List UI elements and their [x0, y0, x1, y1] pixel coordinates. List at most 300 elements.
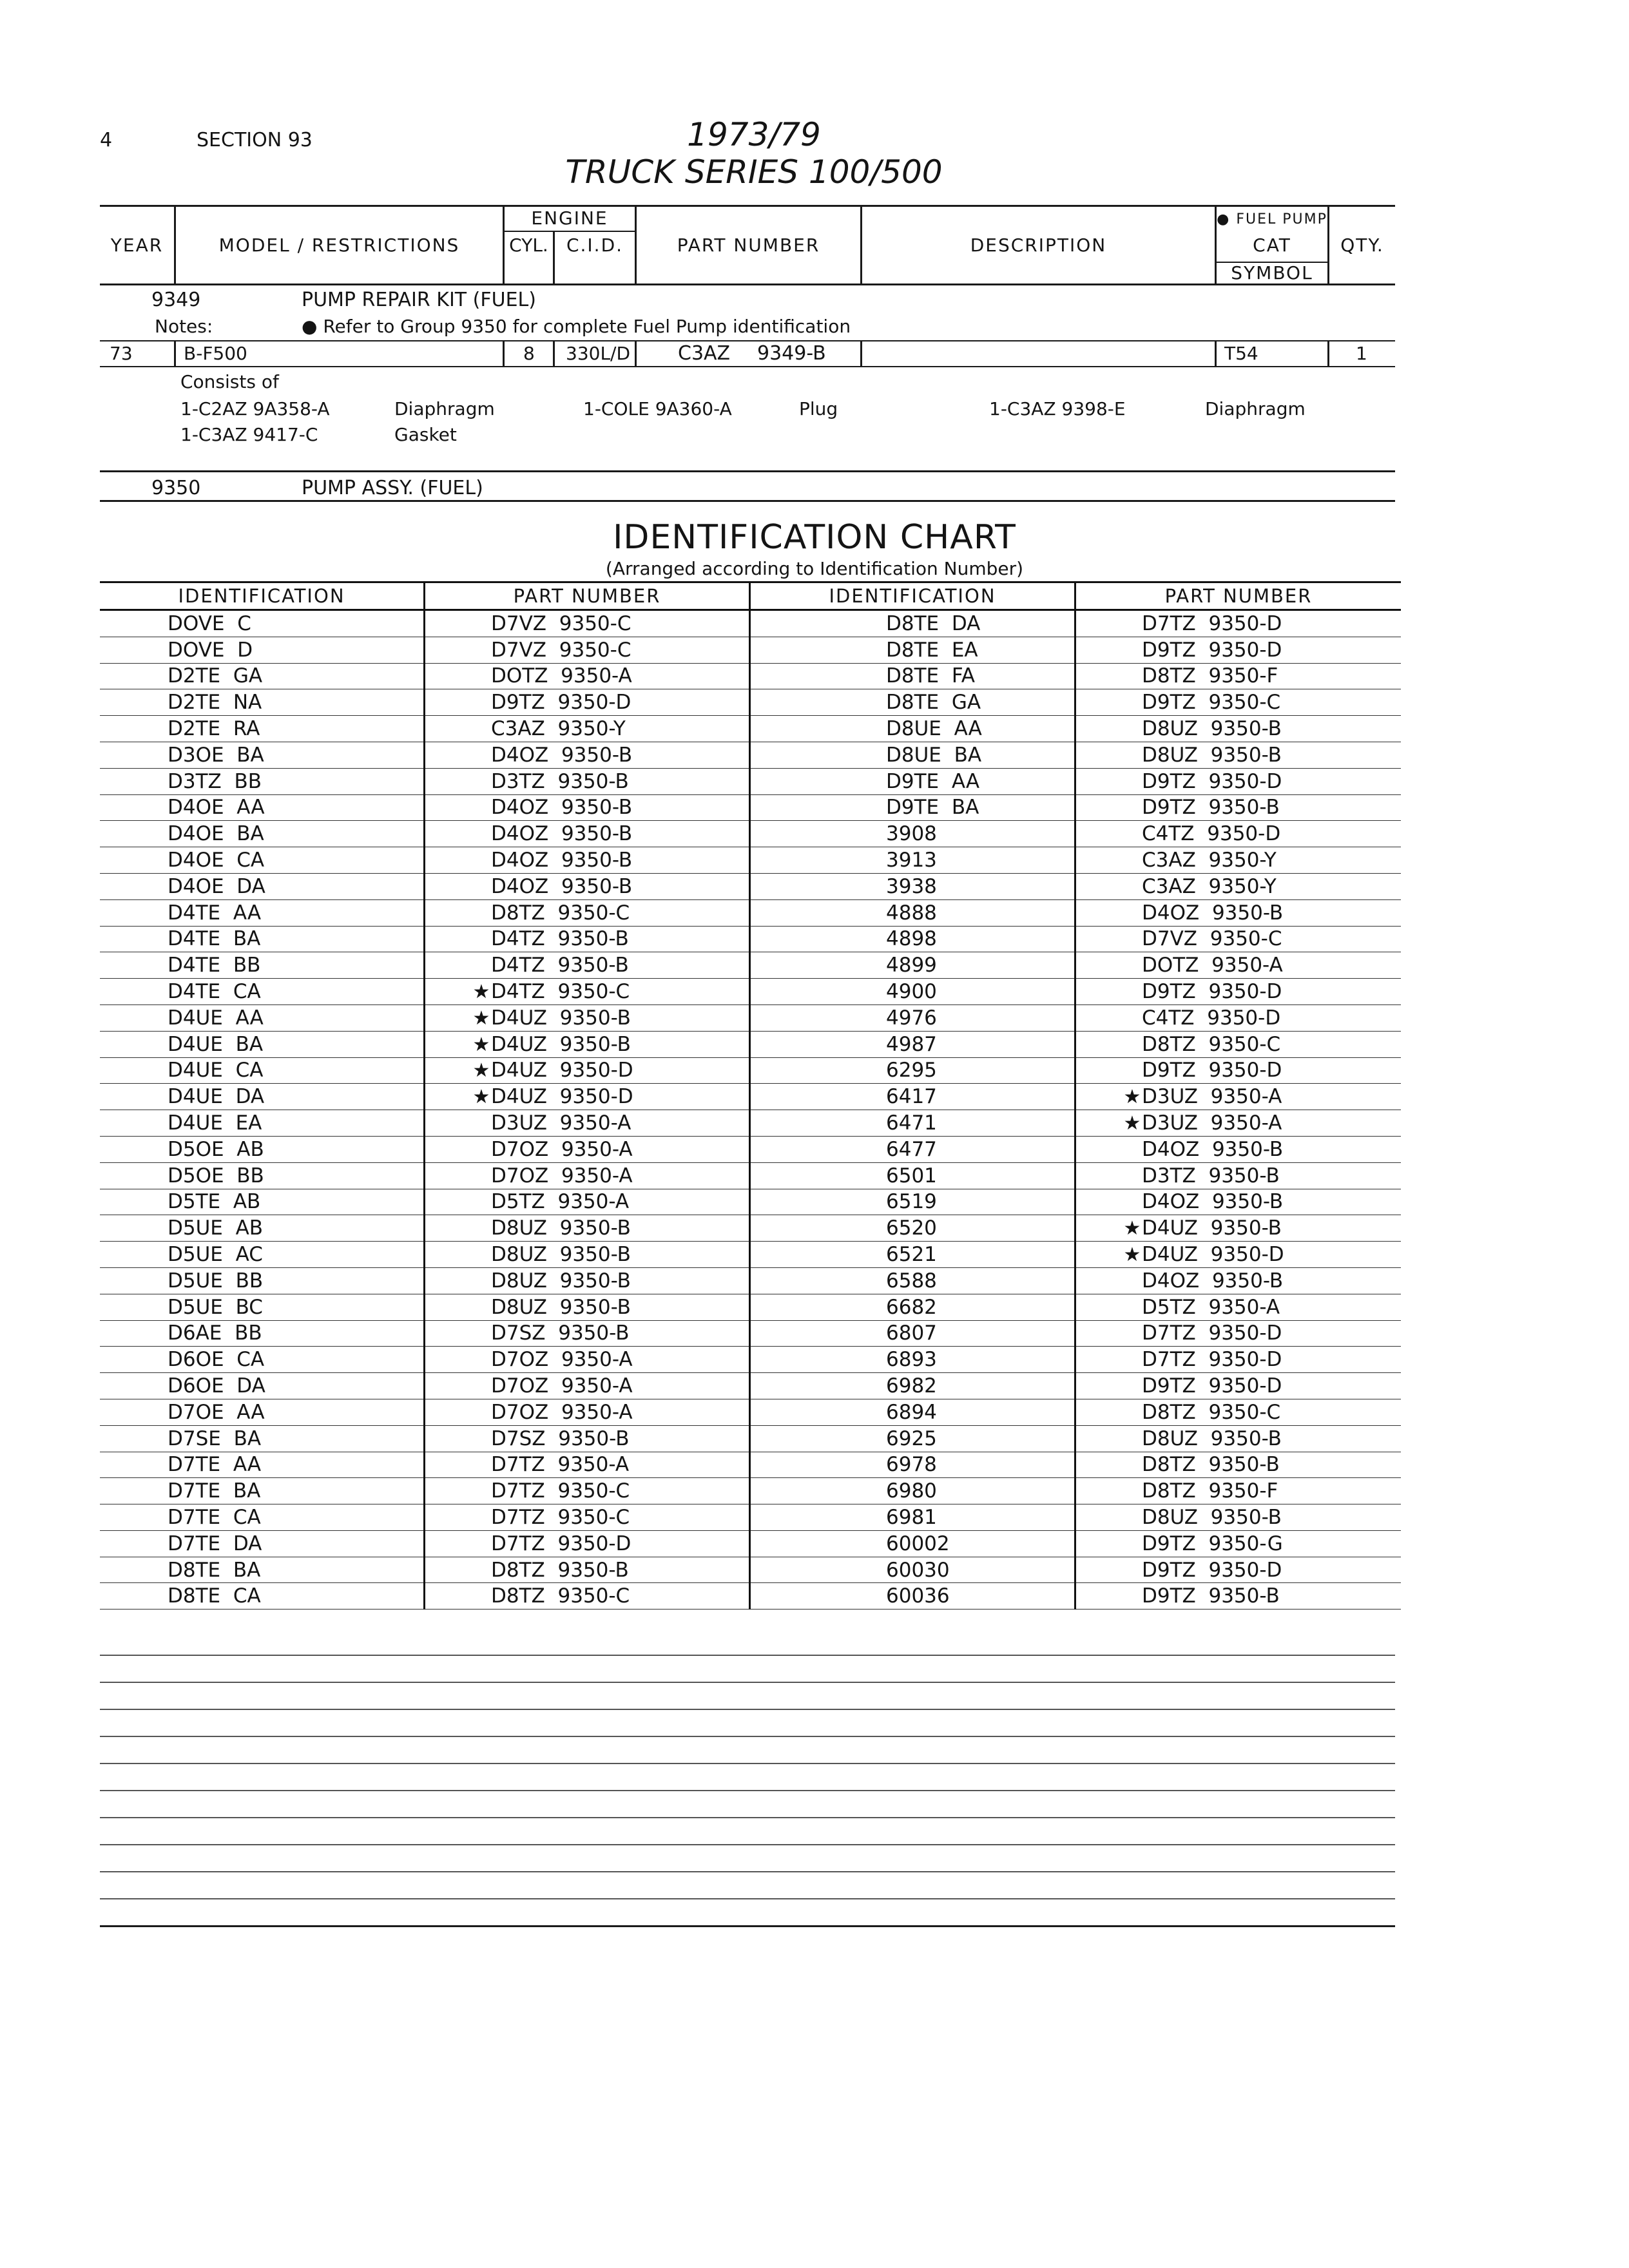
part-number-value: D4OZ 9350-B [491, 874, 633, 898]
identification-cell [750, 979, 1075, 1005]
part-number-cell [425, 1242, 750, 1268]
identification-cell [750, 1320, 1075, 1347]
part-number-value: D4OZ 9350-B [1142, 1269, 1284, 1293]
identification-cell [750, 1242, 1075, 1268]
part-number-cell [425, 1136, 750, 1162]
identification-cell [750, 952, 1075, 979]
component-desc: Gasket [394, 424, 457, 445]
part-number-cell [1075, 1557, 1402, 1583]
part-number-cell [1075, 1242, 1402, 1268]
part-number-value: C3AZ 9350-Y [491, 717, 626, 741]
table-row [100, 847, 1401, 874]
identification-cell [100, 1425, 425, 1452]
part-number-value: D7SZ 9350-B [491, 1321, 630, 1345]
part-number-cell [425, 610, 750, 637]
part-number-value: D9TZ 9350-D [1142, 1558, 1282, 1582]
identification-value: D4UE CA [168, 1059, 264, 1082]
part-number-cell [425, 637, 750, 663]
table-row [100, 1189, 1401, 1215]
group-number: 9349 [151, 289, 201, 311]
table-row [100, 821, 1401, 847]
identification-value: D5OE BB [168, 1164, 264, 1187]
header-part-number: PART NUMBER [425, 582, 750, 610]
part-number-value: D9TZ 9350-D [1142, 638, 1282, 662]
part-number-value: D7VZ 9350-C [491, 611, 631, 635]
page-series: TRUCK SERIES 100/500 [565, 153, 943, 191]
section-label: SECTION 93 [197, 129, 313, 151]
component-desc: Diaphragm [1205, 398, 1306, 419]
part-number-value: D7TZ 9350-D [1142, 1321, 1282, 1345]
identification-cell [100, 1242, 425, 1268]
part-number-cell [1075, 1189, 1402, 1215]
identification-value: D4TE BB [168, 954, 261, 977]
identification-value: D8TE BA [168, 1558, 261, 1582]
row-part-suffix: 9349-B [757, 342, 826, 365]
part-number-cell [1075, 847, 1402, 874]
part-number-value: D8UZ 9350-B [1142, 1427, 1282, 1450]
identification-value: 3913 [886, 849, 937, 872]
identification-value: D5OE AB [168, 1137, 264, 1161]
table-row [100, 979, 1401, 1005]
col-part-number: PART NUMBER [677, 235, 820, 256]
identification-value: D8TE FA [886, 664, 976, 688]
identification-cell [100, 637, 425, 663]
part-number-value: D9TZ 9350-G [1142, 1532, 1283, 1555]
identification-value: D8TE CA [168, 1584, 261, 1608]
identification-cell [100, 1478, 425, 1504]
identification-cell [750, 1583, 1075, 1610]
table-row [100, 637, 1401, 663]
part-number-cell [1075, 899, 1402, 926]
part-number-cell [425, 873, 750, 899]
identification-cell [100, 716, 425, 742]
identification-cell [100, 1189, 425, 1215]
part-number-cell [425, 847, 750, 874]
identification-cell [100, 1320, 425, 1347]
identification-value: 6981 [886, 1505, 937, 1529]
part-number-cell [1075, 1215, 1402, 1242]
part-number-cell [425, 689, 750, 716]
part-number-cell [1075, 742, 1402, 768]
identification-value: 6980 [886, 1479, 937, 1503]
identification-cell [750, 1031, 1075, 1057]
row-part-prefix: C3AZ [678, 342, 731, 365]
part-number-cell [1075, 1347, 1402, 1373]
part-number-value: D8UZ 9350-B [491, 1243, 631, 1267]
identification-cell [750, 742, 1075, 768]
identification-value: 6520 [886, 1216, 937, 1240]
identification-cell [100, 768, 425, 794]
table-row [100, 794, 1401, 821]
identification-value: D8TE GA [886, 691, 981, 715]
table-row [100, 1530, 1401, 1557]
part-number-value: DOTZ 9350-A [491, 664, 632, 688]
identification-value: DOVE D [168, 638, 253, 662]
part-number-cell [425, 1004, 750, 1031]
identification-value: D8TE DA [886, 611, 981, 635]
identification-value: 6417 [886, 1085, 937, 1109]
part-number-cell [425, 821, 750, 847]
table-row [100, 1478, 1401, 1504]
part-number-value: D4OZ 9350-B [1142, 901, 1284, 925]
table-row [100, 1320, 1401, 1347]
identification-cell [100, 1215, 425, 1242]
row-cyl: 8 [523, 343, 535, 364]
identification-value: 6471 [886, 1111, 937, 1135]
part-number-value: D4OZ 9350-B [491, 822, 633, 846]
part-number-value: D4TZ 9350-B [491, 927, 629, 951]
part-number-value: D5TZ 9350-A [491, 1190, 630, 1214]
identification-value: D4UE DA [168, 1085, 265, 1109]
star-icon: ★ [472, 1033, 490, 1056]
identification-value: D6OE DA [168, 1374, 265, 1398]
part-number-value: C3AZ 9350-Y [1142, 849, 1277, 872]
table-row [100, 1004, 1401, 1031]
part-number-cell [1075, 768, 1402, 794]
identification-cell [750, 1110, 1075, 1137]
part-number-cell [1075, 1504, 1402, 1531]
part-number-value: D7TZ 9350-A [491, 1453, 630, 1477]
star-icon: ★ [472, 1059, 490, 1082]
table-row [100, 663, 1401, 689]
part-number-value: D4UZ 9350-B [491, 1006, 631, 1030]
part-number-cell [425, 1373, 750, 1399]
part-number-value: D7TZ 9350-D [1142, 611, 1282, 635]
identification-cell [100, 742, 425, 768]
identification-value: D6AE BB [168, 1321, 262, 1345]
group-note: ● Refer to Group 9350 for complete Fuel Pump identification [302, 316, 851, 337]
part-number-cell [425, 768, 750, 794]
part-number-value: D7OZ 9350-A [491, 1137, 633, 1161]
part-number-cell [1075, 1478, 1402, 1504]
table-row [100, 768, 1401, 794]
part-number-cell [1075, 1425, 1402, 1452]
component-desc: Diaphragm [394, 398, 495, 419]
col-fuel-pump: ● FUEL PUMP [1217, 211, 1327, 227]
identification-value: D7TE DA [168, 1532, 262, 1555]
identification-cell [750, 1452, 1075, 1478]
part-number-value: D7OZ 9350-A [491, 1400, 633, 1424]
identification-value: D3TZ BB [168, 769, 262, 793]
identification-cell [750, 1189, 1075, 1215]
col-model: MODEL / RESTRICTIONS [218, 235, 460, 256]
identification-value: 6477 [886, 1137, 937, 1161]
identification-cell [750, 1294, 1075, 1320]
header-identification: IDENTIFICATION [750, 582, 1075, 610]
part-number-cell [1075, 610, 1402, 637]
identification-cell [100, 1162, 425, 1189]
table-row [100, 1557, 1401, 1583]
part-number-value: D9TZ 9350-D [1142, 1059, 1282, 1082]
identification-value: D9TE BA [886, 796, 979, 820]
part-number-cell [1075, 1004, 1402, 1031]
part-number-value: D8UZ 9350-B [1142, 743, 1282, 767]
star-icon: ★ [472, 981, 490, 1004]
part-number-value: D8UZ 9350-B [491, 1269, 631, 1293]
col-year: YEAR [110, 235, 164, 256]
part-number-value: D4OZ 9350-B [491, 849, 633, 872]
identification-value: D5UE BB [168, 1269, 264, 1293]
identification-value: 4976 [886, 1006, 937, 1030]
part-number-cell [1075, 637, 1402, 663]
part-number-cell [425, 1031, 750, 1057]
identification-value: 60030 [886, 1558, 950, 1582]
table-row [100, 1031, 1401, 1057]
part-number-cell [425, 1215, 750, 1242]
part-number-value: D4UZ 9350-D [491, 1059, 633, 1082]
col-cyl: CYL. [509, 235, 548, 256]
identification-cell [750, 637, 1075, 663]
part-number-cell [1075, 1373, 1402, 1399]
part-number-cell [1075, 952, 1402, 979]
part-number-cell [1075, 689, 1402, 716]
part-number-cell [425, 926, 750, 952]
identification-value: 6982 [886, 1374, 937, 1398]
group-title: PUMP ASSY. (FUEL) [302, 477, 483, 499]
part-number-value: D8TZ 9350-C [491, 1584, 630, 1608]
part-number-value: D4TZ 9350-C [491, 980, 630, 1004]
star-icon: ★ [1123, 1086, 1141, 1109]
table-row [100, 1452, 1401, 1478]
identification-value: 4899 [886, 954, 937, 977]
identification-value: D7TE AA [168, 1453, 262, 1477]
table-row [100, 1373, 1401, 1399]
part-number-value: D4OZ 9350-B [491, 796, 633, 820]
part-number-cell [425, 716, 750, 742]
identification-value: D4OE DA [168, 874, 265, 898]
identification-cell [750, 1373, 1075, 1399]
identification-value: D3OE BA [168, 743, 264, 767]
part-number-cell [1075, 873, 1402, 899]
part-number-value: D7VZ 9350-C [491, 638, 631, 662]
table-row [100, 742, 1401, 768]
part-number-value: D8UZ 9350-B [1142, 1505, 1282, 1529]
identification-chart-subtitle: (Arranged according to Identification Number) [605, 558, 1024, 579]
identification-value: 60002 [886, 1532, 950, 1555]
identification-cell [100, 873, 425, 899]
identification-value: 6682 [886, 1295, 937, 1319]
identification-value: D4UE BA [168, 1032, 264, 1056]
identification-value: 6925 [886, 1427, 937, 1450]
identification-cell [100, 1583, 425, 1610]
identification-value: D7OE AA [168, 1400, 265, 1424]
identification-value: D4UE EA [168, 1111, 262, 1135]
table-row [100, 1267, 1401, 1294]
part-number-value: D4OZ 9350-B [1142, 1137, 1284, 1161]
identification-cell [100, 821, 425, 847]
identification-cell [100, 610, 425, 637]
part-number-cell [425, 1294, 750, 1320]
page-number: 4 [100, 129, 113, 151]
identification-value: D4OE CA [168, 849, 265, 872]
identification-cell [100, 1530, 425, 1557]
row-year: 73 [110, 343, 133, 364]
identification-chart-title: IDENTIFICATION CHART [613, 518, 1016, 557]
part-number-value: D8UZ 9350-B [491, 1295, 631, 1319]
part-number-value: D4UZ 9350-B [491, 1032, 631, 1056]
part-number-cell [425, 899, 750, 926]
part-number-value: D7OZ 9350-A [491, 1164, 633, 1187]
consists-of: Consists of [180, 371, 279, 392]
identification-cell [750, 1215, 1075, 1242]
identification-value: D2TE RA [168, 717, 260, 741]
part-number-value: D3TZ 9350-B [1142, 1164, 1280, 1187]
table-row [100, 873, 1401, 899]
part-number-value: D9TZ 9350-C [1142, 691, 1281, 715]
part-number-value: D7TZ 9350-D [491, 1532, 631, 1555]
part-number-value: D9TZ 9350-D [491, 691, 631, 715]
identification-cell [100, 847, 425, 874]
part-number-cell [425, 1399, 750, 1425]
part-number-value: D8TZ 9350-B [1142, 1453, 1280, 1477]
part-number-value: D8TZ 9350-C [1142, 1400, 1281, 1424]
part-number-cell [425, 1347, 750, 1373]
part-number-cell [1075, 926, 1402, 952]
identification-cell [100, 952, 425, 979]
identification-cell [100, 1557, 425, 1583]
part-number-value: D3UZ 9350-A [491, 1111, 631, 1135]
row-model: B-F500 [184, 343, 247, 364]
identification-value: 60036 [886, 1584, 950, 1608]
component-part: 1-C2AZ 9A358-A [180, 398, 330, 419]
part-number-value: D8TZ 9350-C [491, 901, 630, 925]
part-number-value: D4OZ 9350-B [491, 743, 633, 767]
group-title: PUMP REPAIR KIT (FUEL) [302, 289, 536, 311]
part-number-cell [425, 952, 750, 979]
part-number-cell [1075, 1583, 1402, 1610]
table-row [100, 1399, 1401, 1425]
identification-cell [750, 1057, 1075, 1084]
row-cid: 330L/D [566, 343, 631, 364]
identification-cell [750, 1557, 1075, 1583]
identification-value: D4UE AA [168, 1006, 264, 1030]
component-desc: Plug [799, 398, 838, 419]
part-number-value: D8TZ 9350-F [1142, 664, 1278, 688]
identification-cell [750, 899, 1075, 926]
identification-value: D9TE AA [886, 769, 980, 793]
identification-cell [100, 663, 425, 689]
identification-value: 6501 [886, 1164, 937, 1187]
identification-value: 6519 [886, 1190, 937, 1214]
identification-cell [100, 1373, 425, 1399]
part-number-cell [425, 1452, 750, 1478]
identification-value: D4OE BA [168, 822, 264, 846]
identification-cell [750, 663, 1075, 689]
identification-cell [750, 716, 1075, 742]
table-row [100, 610, 1401, 637]
identification-table-header [100, 582, 1401, 610]
identification-cell [100, 1031, 425, 1057]
part-number-value: C4TZ 9350-D [1142, 1006, 1281, 1030]
identification-cell [750, 1399, 1075, 1425]
identification-cell [750, 873, 1075, 899]
part-number-value: D9TZ 9350-D [1142, 980, 1282, 1004]
part-number-value: D8TZ 9350-B [491, 1558, 629, 1582]
identification-cell [750, 794, 1075, 821]
table-row [100, 716, 1401, 742]
part-number-cell [1075, 1399, 1402, 1425]
part-number-value: D9TZ 9350-B [1142, 796, 1280, 820]
part-number-cell [425, 1478, 750, 1504]
table-row [100, 952, 1401, 979]
part-number-value: D7TZ 9350-C [491, 1479, 630, 1503]
identification-value: D5UE AB [168, 1216, 264, 1240]
identification-value: D7TE CA [168, 1505, 261, 1529]
identification-value: D5TE AB [168, 1190, 261, 1214]
part-number-value: D9TZ 9350-B [1142, 1584, 1280, 1608]
part-number-cell [1075, 1031, 1402, 1057]
identification-value: DOVE C [168, 611, 251, 635]
part-number-cell [1075, 1452, 1402, 1478]
part-number-cell [1075, 1057, 1402, 1084]
notes-label: Notes: [155, 316, 213, 337]
part-number-value: D9TZ 9350-D [1142, 769, 1282, 793]
part-number-value: D8TZ 9350-F [1142, 1479, 1278, 1503]
part-number-value: D4OZ 9350-B [1142, 1190, 1284, 1214]
part-number-cell [425, 1504, 750, 1531]
part-number-value: D4UZ 9350-B [1142, 1216, 1282, 1240]
identification-value: 3938 [886, 874, 937, 898]
part-number-value: D7OZ 9350-A [491, 1348, 633, 1372]
part-number-value: D7OZ 9350-A [491, 1374, 633, 1398]
identification-cell [100, 1294, 425, 1320]
identification-cell [100, 1136, 425, 1162]
part-number-cell [1075, 1267, 1402, 1294]
part-number-cell [1075, 821, 1402, 847]
identification-cell [100, 794, 425, 821]
part-number-value: D7TZ 9350-D [1142, 1348, 1282, 1372]
identification-value: 6894 [886, 1400, 937, 1424]
part-number-cell [425, 1057, 750, 1084]
part-number-cell [425, 1425, 750, 1452]
part-number-cell [425, 1084, 750, 1110]
identification-value: D8UE AA [886, 717, 982, 741]
identification-value: D2TE GA [168, 664, 263, 688]
identification-cell [100, 1399, 425, 1425]
identification-value: 3908 [886, 822, 937, 846]
part-number-value: D7SZ 9350-B [491, 1427, 630, 1450]
identification-cell [100, 1004, 425, 1031]
component-part: 1-C3AZ 9398-E [989, 398, 1126, 419]
table-row [100, 1425, 1401, 1452]
identification-value: 6978 [886, 1453, 937, 1477]
identification-value: D4TE BA [168, 927, 261, 951]
part-number-value: D8UZ 9350-B [1142, 717, 1282, 741]
table-row [100, 1110, 1401, 1137]
identification-value: 6295 [886, 1059, 937, 1082]
identification-cell [100, 1110, 425, 1137]
part-number-cell [425, 742, 750, 768]
part-number-value: D9TZ 9350-D [1142, 1374, 1282, 1398]
identification-cell [750, 768, 1075, 794]
identification-value: D4TE CA [168, 980, 261, 1004]
part-number-value: C4TZ 9350-D [1142, 822, 1281, 846]
identification-value: D2TE NA [168, 691, 262, 715]
identification-value: D6OE CA [168, 1348, 265, 1372]
identification-table [100, 581, 1401, 1610]
table-row [100, 1084, 1401, 1110]
part-number-cell [1075, 1320, 1402, 1347]
part-number-value: D5TZ 9350-A [1142, 1295, 1280, 1319]
header-identification: IDENTIFICATION [100, 582, 425, 610]
part-number-cell [425, 1583, 750, 1610]
identification-cell [750, 926, 1075, 952]
col-cid: C.I.D. [566, 235, 624, 256]
part-number-value: D4UZ 9350-D [1142, 1243, 1284, 1267]
header-part-number: PART NUMBER [1075, 582, 1402, 610]
part-number-value: D3UZ 9350-A [1142, 1111, 1282, 1135]
identification-cell [750, 1478, 1075, 1504]
